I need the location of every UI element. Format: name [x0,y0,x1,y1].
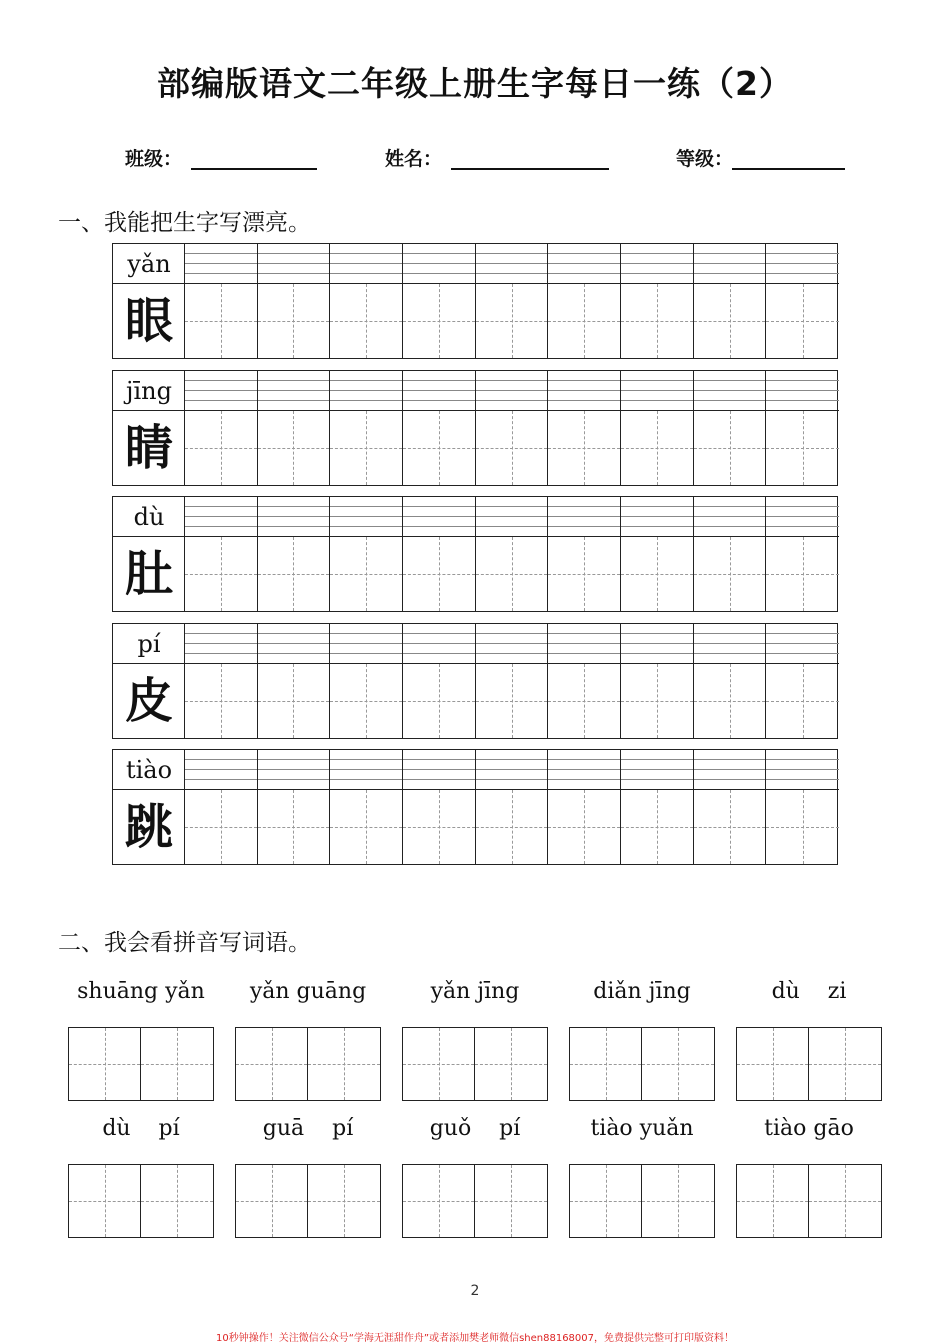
grade-field [676,144,846,172]
char-box[interactable] [403,1165,475,1237]
tianzige-box [258,537,330,611]
name-field [385,144,610,172]
model-character: 睛 [124,420,173,476]
character-pinyin: dù [113,497,185,537]
model-character-cell [113,750,185,864]
word-writing-box[interactable] [736,1027,882,1101]
tianzige-box [694,664,766,738]
pinyin-lines [330,244,402,284]
writing-cell[interactable] [621,750,694,864]
writing-cell[interactable] [766,371,839,485]
practice-row [112,749,838,865]
writing-cell[interactable] [766,244,839,358]
character-pinyin: jīng [113,371,185,411]
pinyin-lines [548,624,620,664]
model-character: 跳 [124,799,173,855]
tianzige-box [621,790,693,864]
footer-note: 10秒钟操作！关注微信公众号“学海无涯甜作舟”或者添加樊老师微信shen88168007，免费提供完整可打印版资料！ [215,1333,735,1344]
char-box[interactable] [236,1028,308,1100]
char-box[interactable] [642,1165,714,1237]
practice-row [112,243,838,359]
char-box[interactable] [475,1028,547,1100]
pinyin-lines [476,497,548,537]
char-box[interactable] [737,1165,809,1237]
writing-cell[interactable] [621,244,694,358]
writing-cell[interactable] [476,497,549,611]
writing-cell[interactable] [621,371,694,485]
pinyin-lines [330,624,402,664]
tianzige-box [766,284,839,358]
pinyin-lines [548,497,620,537]
tianzige-box [403,790,475,864]
character-pinyin: pí [113,624,185,664]
char-box[interactable] [236,1165,308,1237]
tianzige-box [548,411,620,485]
model-character-cell [113,497,185,611]
pinyin-lines [403,497,475,537]
practice-row [112,623,838,739]
tianzige-box [403,284,475,358]
pinyin-lines [766,497,839,537]
class-field [125,144,320,172]
pinyin-lines [621,371,693,411]
tianzige-box [766,664,839,738]
writing-cell[interactable] [766,624,839,738]
word-pinyin: shuāng yǎn [77,979,205,1004]
writing-cell[interactable] [258,624,331,738]
writing-cell[interactable] [185,497,258,611]
section2-title: 二、我会看拼音写词语。 [58,930,311,956]
pinyin-lines [185,750,257,790]
tianzige-box [694,537,766,611]
char-box[interactable] [141,1165,213,1237]
practice-row [112,370,838,486]
pinyin-lines [548,244,620,284]
tianzige-box [403,537,475,611]
tianzige-box [330,537,402,611]
pinyin-lines [766,371,839,411]
tianzige-box [548,537,620,611]
tianzige-box [403,664,475,738]
word-pinyin: tiào yuǎn [590,1116,694,1141]
writing-cell[interactable] [694,750,767,864]
writing-cell[interactable] [548,244,621,358]
tianzige-box [476,790,548,864]
pinyin-lines [403,371,475,411]
tianzige-box [548,790,620,864]
writing-cell[interactable] [548,624,621,738]
writing-cell[interactable] [330,624,403,738]
word-pinyin: guā pí [262,1116,354,1141]
word-writing-box[interactable] [68,1027,214,1101]
pinyin-lines [766,750,839,790]
model-character-cell [113,371,185,485]
practice-row [112,496,838,612]
writing-cell[interactable] [185,750,258,864]
tianzige-box [185,790,257,864]
word-writing-box[interactable] [569,1164,715,1238]
pinyin-lines [548,371,620,411]
word-pinyin: dù zi [771,979,847,1004]
word-writing-box[interactable] [402,1027,548,1101]
tianzige-box [476,664,548,738]
name-label: 姓名： [385,148,443,170]
grade-blank-line[interactable] [732,168,845,170]
writing-cell[interactable] [766,750,839,864]
char-box[interactable] [737,1028,809,1100]
character-pinyin: yǎn [113,244,185,284]
name-blank-line[interactable] [451,168,609,170]
writing-cell[interactable] [185,624,258,738]
word-pinyin: tiào gāo [764,1116,854,1141]
word-pinyin: yǎn jīng [430,979,520,1004]
pinyin-lines [403,624,475,664]
writing-cell[interactable] [621,497,694,611]
word-writing-box[interactable] [402,1164,548,1238]
word-writing-box[interactable] [235,1027,381,1101]
word-pinyin: diǎn jīng [593,979,691,1004]
grade-label: 等级： [676,148,734,170]
tianzige-box [185,284,257,358]
char-box[interactable] [308,1165,380,1237]
pinyin-lines [766,244,839,284]
tianzige-box [621,411,693,485]
pinyin-lines [476,750,548,790]
class-blank-line[interactable] [191,168,317,170]
tianzige-box [476,537,548,611]
pinyin-lines [258,750,330,790]
tianzige-box [258,411,330,485]
char-box[interactable] [69,1028,141,1100]
pinyin-lines [476,244,548,284]
pinyin-lines [694,497,766,537]
char-box[interactable] [570,1165,642,1237]
tianzige-box [766,537,839,611]
writing-cell[interactable] [185,371,258,485]
writing-cell[interactable] [330,371,403,485]
tianzige-box [330,790,402,864]
writing-cell[interactable] [694,497,767,611]
word-writing-box[interactable] [68,1164,214,1238]
writing-cell[interactable] [403,371,476,485]
pinyin-lines [258,497,330,537]
pinyin-lines [548,750,620,790]
class-label: 班级： [125,148,183,170]
word-writing-box[interactable] [736,1164,882,1238]
pinyin-lines [258,371,330,411]
character-pinyin: tiào [113,750,185,790]
char-box[interactable] [570,1028,642,1100]
writing-cell[interactable] [330,497,403,611]
writing-cell[interactable] [694,624,767,738]
model-character-cell [113,244,185,358]
tianzige-box [694,284,766,358]
writing-cell[interactable] [403,497,476,611]
char-box[interactable] [642,1028,714,1100]
writing-cell[interactable] [403,624,476,738]
tianzige-box [694,411,766,485]
tianzige-box [330,664,402,738]
writing-cell[interactable] [476,244,549,358]
char-box[interactable] [403,1028,475,1100]
char-box[interactable] [308,1028,380,1100]
pinyin-lines [621,244,693,284]
pinyin-lines [403,750,475,790]
model-character: 肚 [124,546,173,602]
tianzige-box [185,411,257,485]
model-character: 皮 [124,673,173,729]
pinyin-lines [185,624,257,664]
tianzige-box [185,664,257,738]
tianzige-box [766,790,839,864]
tianzige-box [548,664,620,738]
char-box[interactable] [809,1028,881,1100]
model-character-cell [113,624,185,738]
pinyin-lines [330,497,402,537]
word-writing-box[interactable] [569,1027,715,1101]
writing-cell[interactable] [694,371,767,485]
writing-cell[interactable] [476,750,549,864]
char-box[interactable] [141,1028,213,1100]
tianzige-box [330,284,402,358]
writing-cell[interactable] [330,244,403,358]
pinyin-lines [185,497,257,537]
writing-cell[interactable] [548,497,621,611]
writing-cell[interactable] [548,371,621,485]
pinyin-lines [621,624,693,664]
word-writing-box[interactable] [235,1164,381,1238]
pinyin-lines [766,624,839,664]
pinyin-lines [258,244,330,284]
writing-cell[interactable] [258,497,331,611]
tianzige-box [258,790,330,864]
pinyin-lines [694,750,766,790]
pinyin-lines [621,497,693,537]
writing-cell[interactable] [403,750,476,864]
word-pinyin: dù pí [102,1116,180,1141]
writing-cell[interactable] [766,497,839,611]
pinyin-lines [185,244,257,284]
pinyin-lines [258,624,330,664]
tianzige-box [403,411,475,485]
pinyin-lines [185,371,257,411]
pinyin-lines [694,244,766,284]
tianzige-box [185,537,257,611]
tianzige-box [621,537,693,611]
writing-cell[interactable] [185,244,258,358]
word-pinyin: yǎn guāng [249,979,367,1004]
writing-cell[interactable] [258,244,331,358]
pinyin-lines [694,371,766,411]
model-character: 眼 [124,293,173,349]
writing-cell[interactable] [621,624,694,738]
pinyin-lines [330,371,402,411]
tianzige-box [330,411,402,485]
tianzige-box [548,284,620,358]
writing-cell[interactable] [258,371,331,485]
tianzige-box [766,411,839,485]
page-number: 2 [470,1283,480,1299]
tianzige-box [258,284,330,358]
pinyin-lines [403,244,475,284]
writing-cell[interactable] [694,244,767,358]
section1-title: 一、我能把生字写漂亮。 [58,210,311,236]
pinyin-lines [476,624,548,664]
pinyin-lines [694,624,766,664]
tianzige-box [476,411,548,485]
pinyin-lines [330,750,402,790]
tianzige-box [258,664,330,738]
writing-cell[interactable] [403,244,476,358]
word-pinyin: guǒ pí [429,1116,521,1141]
tianzige-box [621,664,693,738]
writing-cell[interactable] [258,750,331,864]
page-title: 部编版语文二年级上册生字每日一练（2） [157,64,793,103]
writing-cell[interactable] [548,750,621,864]
tianzige-box [476,284,548,358]
writing-cell[interactable] [476,371,549,485]
writing-cell[interactable] [330,750,403,864]
tianzige-box [621,284,693,358]
pinyin-lines [476,371,548,411]
char-box[interactable] [475,1165,547,1237]
char-box[interactable] [69,1165,141,1237]
pinyin-lines [621,750,693,790]
tianzige-box [694,790,766,864]
char-box[interactable] [809,1165,881,1237]
writing-cell[interactable] [476,624,549,738]
